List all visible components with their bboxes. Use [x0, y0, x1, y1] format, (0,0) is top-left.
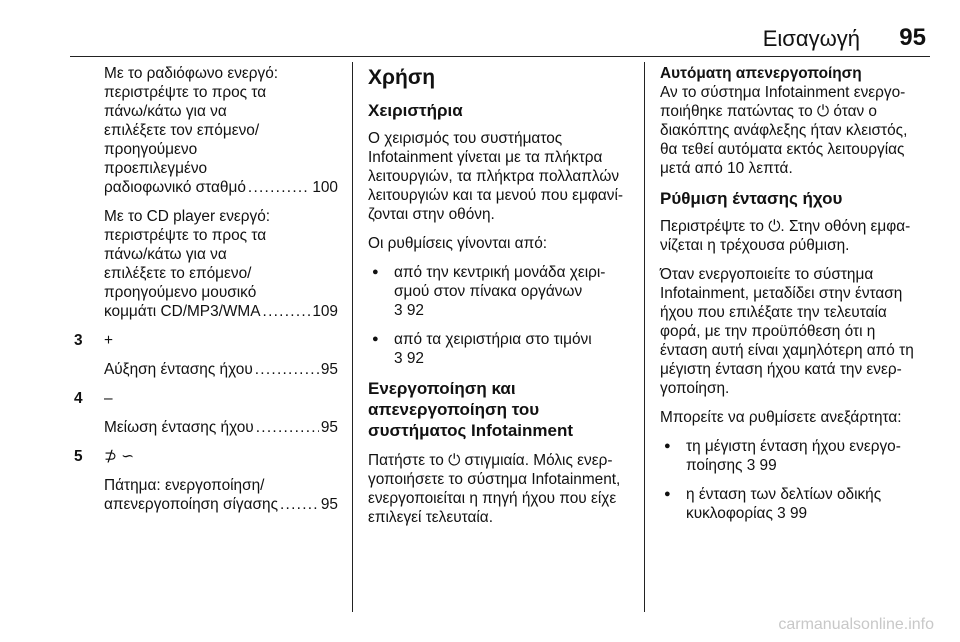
control-item-3 [74, 331, 338, 379]
text-line: ενεργοποιείται η πηγή ήχου που είχε [368, 490, 617, 507]
item-number: 5 [74, 448, 83, 465]
toc-text: απενεργοποίηση σίγασης [104, 496, 278, 513]
toc-leader [280, 495, 319, 514]
toc-entry[interactable] [104, 178, 338, 197]
text-line: ζονται στην οθόνη. [368, 206, 495, 223]
volume-paragraph [660, 217, 928, 255]
column-1 [74, 64, 338, 524]
text-line: Με το CD player ενεργό: [104, 208, 271, 225]
text-line: μέγιστη ένταση ήχου κατά την ενερ- [660, 361, 902, 378]
toc-text: ραδιοφωνικό σταθμό [104, 179, 246, 196]
text-line: Infotainment γίνεται με τα πλήκτρα [368, 149, 603, 166]
text-line: πάνω/κάτω για να [104, 103, 227, 120]
text-line: μετά από 10 λεπτά. [660, 160, 793, 177]
cd-paragraph [104, 207, 338, 321]
text-line: Infotainment, μεταδίδει στην ένταση [660, 285, 903, 302]
auto-off-paragraph [660, 83, 928, 178]
column-3 [660, 64, 928, 533]
toc-page: 100 [312, 179, 338, 196]
text-line: ● τη μέγιστη ένταση ήχου ενεργο- [686, 438, 901, 455]
text-line: ● από τα χειριστήρια στο τιμόνι [394, 331, 592, 348]
text-line: θα τεθεί αυτόματα εκτός λειτουργίας [660, 141, 905, 158]
controls-paragraph [368, 129, 636, 224]
item-number: 4 [74, 390, 83, 407]
text-line: επιλεγεί τελευταία. [368, 509, 493, 526]
text-line: Με το ραδιόφωνο ενεργό: [104, 65, 279, 82]
text-line: Αν το σύστημα Infotainment ενεργο- [660, 84, 906, 101]
toc-leader [256, 418, 319, 437]
toc-entry[interactable] [104, 360, 338, 379]
control-item-4 [74, 389, 338, 437]
mute-phone-icon: ⊅ ∽ [104, 448, 135, 465]
text-line: λειτουργιών, τα πλήκτρα πολλαπλών [368, 168, 620, 185]
toc-leader [263, 302, 311, 321]
page-number: 95 [899, 24, 926, 51]
settings-intro: Οι ρυθμίσεις γίνονται από: [368, 235, 548, 252]
text-line: ● η ένταση των δελτίων οδικής [686, 486, 882, 503]
toc-entry[interactable] [104, 302, 338, 321]
page-reference[interactable]: 3 92 [394, 350, 424, 367]
page-reference[interactable]: 3 92 [394, 302, 424, 319]
text-line: περιστρέψτε το προς τα [104, 84, 267, 101]
text-line: λειτουργιών και τα μενού που εμφανί- [368, 187, 623, 204]
column-2 [368, 64, 636, 537]
text-line: Πάτημα: ενεργοποίηση/ [104, 477, 265, 494]
text-line: γοποίηση. [660, 380, 730, 397]
toc-entry[interactable] [104, 495, 338, 514]
column-divider [352, 62, 353, 612]
text-line: ήχου που επιλέξατε την τελευταία [660, 304, 887, 321]
toc-leader [255, 360, 319, 379]
watermark: carmanualsonline.info [778, 616, 934, 633]
toc-page: 95 [320, 361, 338, 378]
text-line: κυκλοφορίας 3 99 [686, 505, 808, 522]
text-line: φορά, με την προϋπόθεση ότι η [660, 323, 876, 340]
text-line: Ο χειρισμός του συστήματος [368, 130, 563, 147]
plus-icon: + [104, 332, 113, 349]
text-line: ένταση αυτή είναι χαμηλότερη από τη [660, 342, 914, 359]
text-line: προηγούμενο [104, 141, 198, 158]
bullet-item [660, 437, 928, 475]
column-divider [644, 62, 645, 612]
text-line: γοποιήσετε το σύστημα Infotainment, [368, 471, 621, 488]
bullet-item [660, 485, 928, 523]
control-item-5 [74, 447, 338, 514]
text-line: προηγούμενο μουσικό [104, 284, 257, 301]
toc-page: 95 [320, 496, 338, 513]
text-line: πάνω/κάτω για να [104, 246, 227, 263]
text-line: νίζεται η τρέχουσα ρύθμιση. [660, 237, 850, 254]
text-line: περιστρέψτε το προς τα [104, 227, 267, 244]
text-line: διακόπτης ανάφλεξης ήταν κλειστός, [660, 122, 908, 139]
page-header [0, 0, 960, 56]
radio-paragraph [104, 64, 338, 197]
section-heading: Χρήση [368, 66, 436, 89]
toc-leader [248, 178, 310, 197]
toc-text: Αύξηση έντασης ήχου [104, 361, 253, 378]
toc-text: Μείωση έντασης ήχου [104, 419, 254, 436]
bullet-item [368, 263, 636, 320]
section-title: Εισαγωγή [762, 26, 860, 51]
text-line: προεπιλεγμένο [104, 160, 208, 177]
text-line: Πατήστε το ⏻ στιγμιαία. Μόλις ενερ- [368, 452, 613, 469]
toc-page: 95 [320, 419, 338, 436]
text-line: ποίησης 3 99 [686, 457, 777, 474]
independent-settings-intro: Μπορείτε να ρυθμίσετε ανεξάρτητα: [660, 409, 902, 426]
text-line: Όταν ενεργοποιείτε το σύστημα [660, 266, 874, 283]
heading-line: Ενεργοποίηση και [368, 379, 516, 398]
text-line: ποιήθηκε πατώντας το ⏻ όταν ο [660, 103, 877, 120]
toc-text: κομμάτι CD/MP3/WMA [104, 303, 261, 320]
text-line: σμού στον πίνακα οργάνων [394, 283, 583, 300]
volume-detail-paragraph [660, 265, 928, 398]
toc-entry[interactable] [104, 418, 338, 437]
header-rule [70, 56, 930, 57]
subsection-heading [368, 378, 636, 441]
text-line: επιλέξετε τον επόμενο/ [104, 122, 260, 139]
text-line: ● από την κεντρική μονάδα χειρι- [394, 264, 606, 281]
toc-page: 109 [312, 303, 338, 320]
subsection-heading: Αυτόματη απενεργοποίηση [660, 65, 862, 82]
subsection-heading: Ρύθμιση έντασης ήχου [660, 189, 843, 208]
minus-icon: – [104, 390, 113, 407]
heading-line: απενεργοποίηση του [368, 400, 540, 419]
item-number: 3 [74, 332, 83, 349]
text-line: Περιστρέψτε το ⏻. Στην οθόνη εμφα- [660, 218, 911, 235]
power-paragraph [368, 451, 636, 527]
bullet-item [368, 330, 636, 368]
subsection-heading: Χειριστήρια [368, 101, 463, 120]
heading-line: συστήματος Infotainment [368, 421, 574, 440]
text-line: επιλέξετε το επόμενο/ [104, 265, 252, 282]
